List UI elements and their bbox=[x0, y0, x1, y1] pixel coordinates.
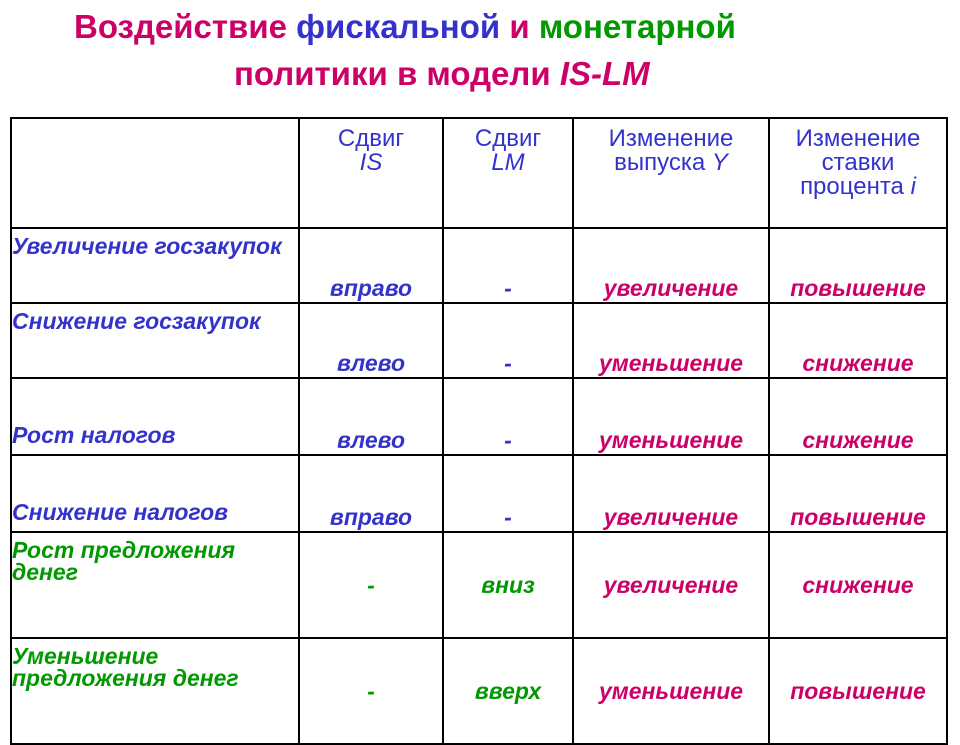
title-word-and: и bbox=[509, 8, 530, 45]
header-shift-lm-symbol: LM bbox=[491, 149, 525, 176]
policy-effects-table bbox=[10, 117, 948, 745]
cell-lm-shift: вниз bbox=[443, 532, 573, 638]
cell-rate-change: снижение bbox=[769, 303, 947, 378]
row-label: Рост предложения денег bbox=[11, 532, 299, 638]
table-row bbox=[11, 378, 947, 455]
header-rate-symbol: i bbox=[910, 173, 916, 200]
header-rate-word3: процента bbox=[800, 173, 904, 200]
cell-rate-change: повышение bbox=[769, 455, 947, 532]
row-label: Снижение налогов bbox=[11, 455, 299, 532]
header-output-word2: выпуска bbox=[614, 149, 706, 176]
title-line-2 bbox=[234, 55, 650, 93]
row-label: Уменьшение предложения денег bbox=[11, 638, 299, 744]
cell-is-shift: - bbox=[299, 638, 443, 744]
cell-lm-shift: - bbox=[443, 455, 573, 532]
cell-output-change: уменьшение bbox=[573, 378, 769, 455]
header-output-change bbox=[573, 118, 769, 228]
title-words-policy-model: политики в модели bbox=[234, 55, 551, 92]
header-rate-word2: ставки bbox=[821, 149, 895, 176]
cell-lm-shift: вверх bbox=[443, 638, 573, 744]
cell-lm-shift: - bbox=[443, 378, 573, 455]
header-output-word1: Изменение bbox=[608, 125, 734, 152]
cell-output-change: увеличение bbox=[573, 455, 769, 532]
title-word-fiscal: фискальной bbox=[296, 8, 501, 45]
table-header-row bbox=[11, 118, 947, 228]
row-label: Рост налогов bbox=[11, 378, 299, 455]
cell-lm-shift: - bbox=[443, 303, 573, 378]
cell-rate-change: повышение bbox=[769, 228, 947, 303]
header-rate-word1: Изменение bbox=[795, 125, 921, 152]
table-row bbox=[11, 228, 947, 303]
row-label: Увеличение госзакупок bbox=[11, 228, 299, 303]
title-word-islm: IS-LM bbox=[559, 55, 650, 92]
header-shift-lm-word: Сдвиг bbox=[474, 125, 542, 152]
header-shift-is bbox=[299, 118, 443, 228]
cell-is-shift: влево bbox=[299, 303, 443, 378]
header-corner-cell bbox=[11, 118, 299, 228]
table-row bbox=[11, 303, 947, 378]
header-shift-is-word: Сдвиг bbox=[337, 125, 405, 152]
header-rate-change bbox=[769, 118, 947, 228]
table-row bbox=[11, 532, 947, 638]
header-output-line2 bbox=[574, 151, 768, 175]
cell-is-shift: - bbox=[299, 532, 443, 638]
title-word-impact: Воздействие bbox=[74, 8, 287, 45]
table-row bbox=[11, 638, 947, 744]
cell-rate-change: снижение bbox=[769, 532, 947, 638]
cell-rate-change: снижение bbox=[769, 378, 947, 455]
header-shift-is-symbol: IS bbox=[359, 149, 383, 176]
cell-is-shift: вправо bbox=[299, 228, 443, 303]
header-shift-lm bbox=[443, 118, 573, 228]
cell-output-change: уменьшение bbox=[573, 638, 769, 744]
cell-is-shift: влево bbox=[299, 378, 443, 455]
table-row bbox=[11, 455, 947, 532]
title-line-1 bbox=[74, 8, 736, 46]
cell-output-change: увеличение bbox=[573, 228, 769, 303]
cell-rate-change: повышение bbox=[769, 638, 947, 744]
cell-lm-shift: - bbox=[443, 228, 573, 303]
cell-is-shift: вправо bbox=[299, 455, 443, 532]
header-output-symbol: Y bbox=[711, 149, 728, 176]
title-word-monetary: монетарной bbox=[538, 8, 736, 45]
header-rate-line3 bbox=[770, 175, 946, 199]
row-label: Снижение госзакупок bbox=[11, 303, 299, 378]
cell-output-change: увеличение bbox=[573, 532, 769, 638]
cell-output-change: уменьшение bbox=[573, 303, 769, 378]
